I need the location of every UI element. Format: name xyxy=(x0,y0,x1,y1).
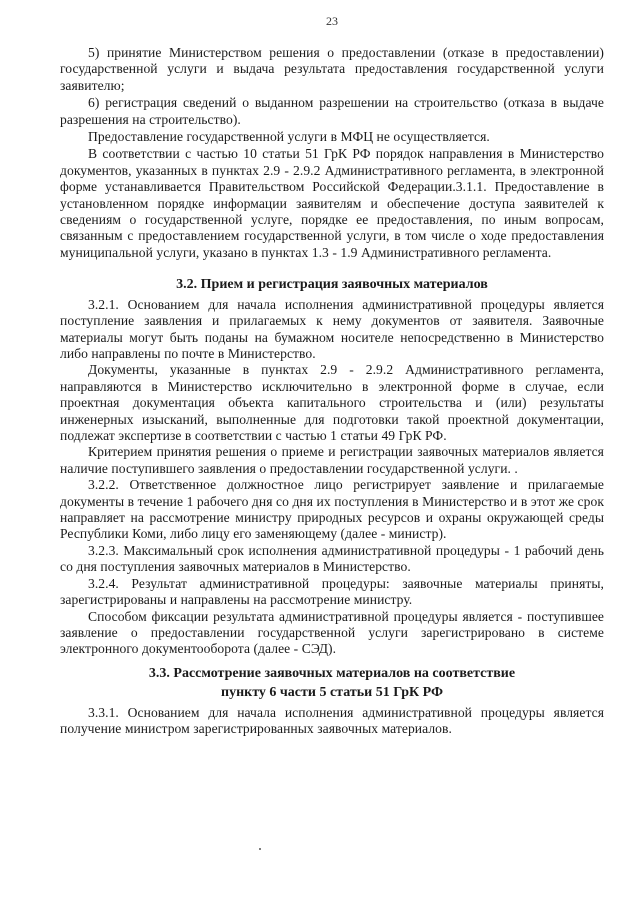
paragraph-3-3-1: 3.3.1. Основанием для начала исполнения административной процедуры является получение министром зарегистрированных заявочных материалов. xyxy=(60,704,604,737)
paragraph-item-6: 6) регистрация сведений о выданном разрешении на строительство (отказа в выдаче разрешения на строительство). xyxy=(60,95,604,127)
spacer xyxy=(60,261,604,269)
section-3-2-heading: 3.2. Прием и регистрация заявочных материалов xyxy=(176,277,488,293)
paragraph-3-2-2: 3.2.2. Ответственное должностное лицо регистрирует заявление и прилагаемые документы в течение 1 рабочего дня со дня их поступления в Министерство и в этот же срок направляет на рассмотрение министру природных ресурсов и охраны окружающей среды Республики Коми, либо лицу его заменяющему (далее - министр). xyxy=(60,477,604,542)
page-number: 23 xyxy=(326,14,338,28)
paragraph-electronic-order: В соответствии с частью 10 статьи 51 ГрК РФ порядок направления в Министерство документов, указанных в пунктах 2.9 - 2.9.2 Административного регламента, в электронной форме устанавливается Правительством Российской Федерации.3.1.1. Предоставление в установленном порядке информации заявителям и обеспечение доступа заявителей к сведениям о государственной услуге, порядке ее предоставления, по иным вопросам, связанным с предоставлением государственной услуги, в том числе о ходе предоставления муниципальной услуги, указано в пунктах 1.3 - 1.9 Административного регламента. xyxy=(60,146,604,260)
paragraph-decision-criterion: Критерием принятия решения о приеме и регистрации заявочных материалов является наличие поступившего заявления о предоставлении государственной услуги. . xyxy=(60,444,604,476)
section-3-3-heading-line2: пункту 6 части 5 статьи 51 ГрК РФ xyxy=(221,685,443,701)
section-3-3-heading-line1: 3.3. Рассмотрение заявочных материалов на соответствие xyxy=(148,665,516,681)
document-body xyxy=(60,45,604,738)
paragraph-documents-electronic: Документы, указанные в пунктах 2.9 - 2.9.2 Административного регламента, направляются в Министерство исключительно в электронной форме в случае, если проектная документация объекта капитального строительства и (или) результаты инженерных изысканий, выполненные для подготовки такой проектной документации, подлежат экспертизе в соответствии с частью 1 статьи 49 ГрК РФ. xyxy=(60,362,604,444)
paragraph-3-2-3: 3.2.3. Максимальный срок исполнения административной процедуры - 1 рабочий день со дня поступления заявочных материалов в Министерство. xyxy=(60,542,604,575)
scan-speck xyxy=(259,848,261,850)
paragraph-mfc-note: Предоставление государственной услуги в МФЦ не осуществляется. xyxy=(88,129,490,145)
paragraph-3-2-4: 3.2.4. Результат административной процедуры: заявочные материалы приняты, зарегистрированы и направлены на рассмотрение министру. xyxy=(60,575,604,608)
paragraph-fixation-method: Способом фиксации результата административной процедуры является - поступившее заявление о предоставлении государственной услуги зарегистрировано в системе электронного документооборота (далее - СЭД). xyxy=(60,608,604,657)
paragraph-3-2-1: 3.2.1. Основанием для начала исполнения административной процедуры является поступление заявления и прилагаемых к нему документов от заявителя. Заявочные материалы могут быть поданы на бумажном носителе непосредственно в Министерство либо направлены по почте в Министерство. xyxy=(60,296,604,361)
paragraph-item-5: 5) принятие Министерством решения о предоставлении (отказе в предоставлении) государственной услуги и выдача результата предоставления государственной услуги заявителю; xyxy=(60,45,604,93)
